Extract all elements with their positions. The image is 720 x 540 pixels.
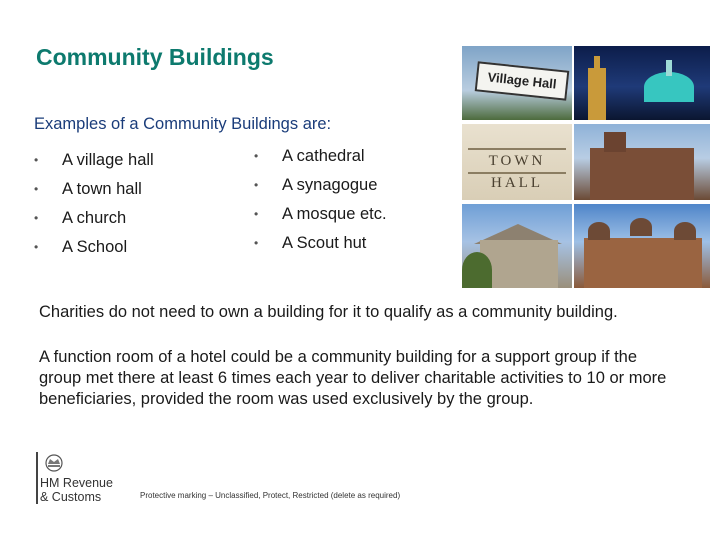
intro-text: Examples of a Community Buildings are: <box>34 115 332 133</box>
paragraph-function-room: A function room of a hotel could be a community building for a support group if the group met there at least 6 times each year to deliver charitable activities to 10 or more beneficiaries, provided the room was used exclusively by the group. <box>39 348 667 408</box>
list-item <box>254 171 387 200</box>
list-item-label: A Scout hut <box>282 234 367 252</box>
hmrc-logo-name: HM Revenue & Customs <box>40 476 113 504</box>
village-hall-sign: Village Hall <box>475 61 570 100</box>
cathedral-photo <box>574 46 710 120</box>
building-list-right <box>254 142 387 258</box>
bullet-icon: • <box>34 182 39 196</box>
bullet-icon: • <box>254 149 259 163</box>
list-item-label: A synagogue <box>282 176 378 194</box>
page-title: Community Buildings <box>36 44 274 70</box>
town-hall-sign: TOWN HALL <box>468 148 566 174</box>
mosque-photo <box>574 204 710 288</box>
town-hall-photo <box>462 124 572 200</box>
bullet-icon: • <box>34 211 39 225</box>
list-item <box>254 229 387 258</box>
list-item-label: A cathedral <box>282 147 365 165</box>
list-item <box>254 142 387 171</box>
protective-marking-footer: Protective marking – Unclassified, Protect, Restricted (delete as required) <box>140 491 401 500</box>
list-item <box>34 146 154 175</box>
synagogue-photo <box>574 124 710 200</box>
list-item-label: A church <box>62 209 127 227</box>
building-list-left <box>34 146 154 262</box>
list-item <box>34 204 154 233</box>
list-item-label: A village hall <box>62 151 154 169</box>
hmrc-logo <box>36 452 132 504</box>
list-item-label: A mosque etc. <box>282 205 387 223</box>
bullet-icon: • <box>34 153 39 167</box>
village-hall-sign-photo <box>462 46 572 120</box>
photo-collage <box>462 46 710 288</box>
list-item-label: A town hall <box>62 180 142 198</box>
bullet-icon: • <box>254 207 259 221</box>
list-item <box>34 233 154 262</box>
list-item <box>34 175 154 204</box>
church-photo <box>462 204 572 288</box>
bullet-icon: • <box>34 240 39 254</box>
list-item <box>254 200 387 229</box>
crown-crest-icon <box>40 452 68 474</box>
bullet-icon: • <box>254 178 259 192</box>
paragraph-ownership: Charities do not need to own a building for it to qualify as a community building. <box>39 303 618 321</box>
list-item-label: A School <box>62 238 128 256</box>
bullet-icon: • <box>254 236 259 250</box>
